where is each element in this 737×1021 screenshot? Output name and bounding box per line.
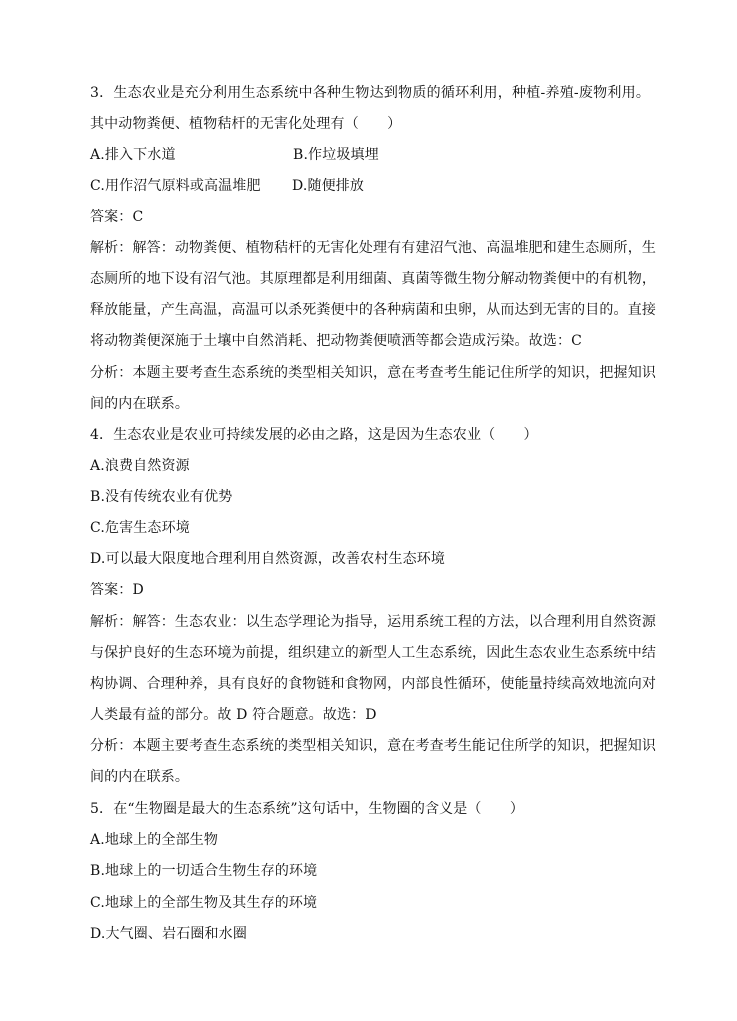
q3-option-d: D.随便排放 [292, 178, 365, 194]
q3-option-a: A.排入下水道 [90, 147, 176, 163]
q4-option-d: D.可以最大限度地合理利用自然资源，改善农村生态环境 [90, 551, 446, 567]
q4-answer: 答案：D [90, 582, 144, 598]
q4-option-a: A.浪费自然资源 [90, 458, 190, 474]
q4-stem: 4．生态农业是农业可持续发展的必由之路，这是因为生态农业（ ） [90, 427, 538, 443]
q3-option-c: C.用作沼气原料或高温堆肥 [90, 178, 261, 194]
q4-analysis-line-2: 间的内在联系。 [90, 769, 190, 785]
q4-option-b: B.没有传统农业有优势 [90, 489, 233, 505]
q3-explanation-line-2: 态厕所的地下设有沼气池。其原理都是利用细菌、真菌等微生物分解动物粪便中的有机物， [90, 271, 656, 287]
q3-stem-line-1: 3．生态农业是充分利用生态系统中各种生物达到物质的循环利用，种植-养殖-废物利用。 [90, 85, 650, 101]
q5-option-c: C.地球上的全部生物及其生存的环境 [90, 895, 318, 911]
q5-option-b: B.地球上的一切适合生物生存的环境 [90, 863, 318, 879]
q4-option-c: C.危害生态环境 [90, 520, 190, 536]
q5-option-d: D.大气圈、岩石圈和水圈 [90, 926, 247, 942]
q3-explanation-line-3: 释放能量，产生高温，高温可以杀死粪便中的各种病菌和虫卵，从而达到无害的目的。直接 [90, 302, 656, 318]
q3-explanation-line-1: 解析：解答：动物粪便、植物秸杆的无害化处理有有建沼气池、高温堆肥和建生态厕所，生 [90, 240, 656, 256]
q3-answer: 答案：C [90, 209, 144, 225]
q3-explanation-line-4: 将动物粪便深施于土壤中自然消耗、把动物粪便喷洒等都会造成污染。故选：C [90, 333, 582, 349]
q3-stem-line-2: 其中动物粪便、植物秸杆的无害化处理有（ ） [90, 116, 402, 132]
q4-explanation-line-4: 人类最有益的部分。故 D 符合题意。故选：D [90, 707, 377, 723]
q3-analysis-line-1: 分析：本题主要考查生态系统的类型相关知识，意在考查考生能记住所学的知识，把握知识 [90, 365, 656, 381]
q5-stem: 5．在“生物圈是最大的生态系统”这句话中，生物圈的含义是（ ） [90, 801, 525, 817]
q3-option-b: B.作垃圾填埋 [293, 147, 379, 163]
q4-analysis-line-1: 分析：本题主要考查生态系统的类型相关知识，意在考查考生能记住所学的知识，把握知识 [90, 738, 656, 754]
q3-analysis-line-2: 间的内在联系。 [90, 396, 190, 412]
q5-option-a: A.地球上的全部生物 [90, 832, 219, 848]
q4-explanation-line-1: 解析：解答：生态农业：以生态学理论为指导，运用系统工程的方法，以合理利用自然资源 [90, 614, 656, 630]
q4-explanation-line-3: 构协调、合理种养，具有良好的食物链和食物网，内部良性循环，使能量持续高效地流向对 [90, 676, 656, 692]
q4-explanation-line-2: 与保护良好的生态环境为前提，组织建立的新型人工生态系统，因此生态农业生态系统中结 [90, 645, 656, 661]
